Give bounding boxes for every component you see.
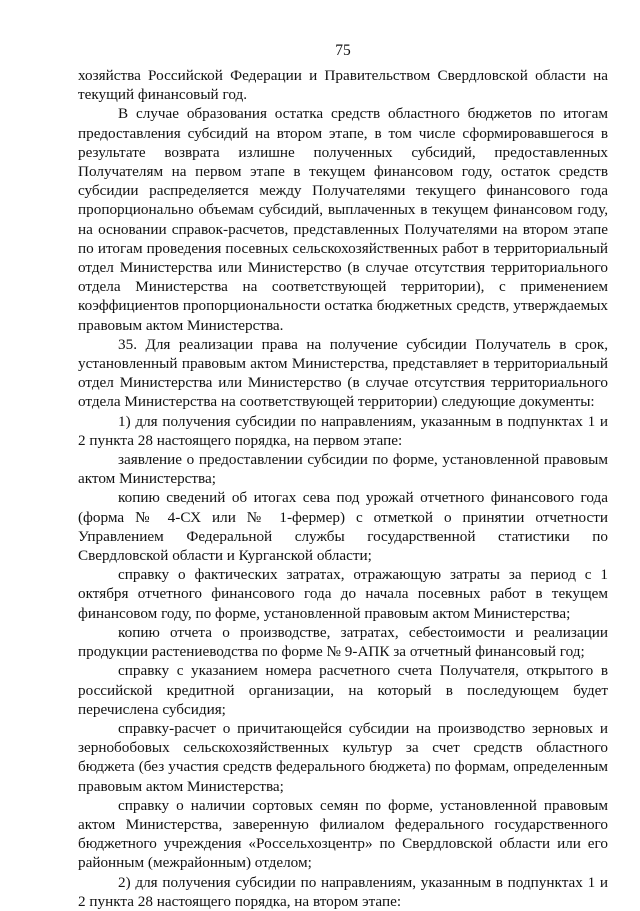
paragraph-item-35: 35. Для реализации права на получение субсидии Получатель в срок, установленный правовым актом Министерства, представляет в территориальный отдел Министерства или Министерство (в случае отсутствия территориального отдела Министерства на соответствующей территории) следующие документы: [78,335,608,411]
paragraph-seed-certificate: справку о наличии сортовых семян по форме, установленной правовым актом Министерства, заверенную филиалом федерального государственного бюджетного учреждения «Россельхозцентр» по Свердловской области или его районным (межрайонным) отделом; [78,796,608,872]
paragraph-production-report: копию отчета о производстве, затратах, себестоимости и реализации продукции растениеводства по форме № 9-АПК за отчетный финансовый год; [78,623,608,661]
paragraph-subitem-1: 1) для получения субсидии по направлениям, указанным в подпунктах 1 и 2 пункта 28 настоящего порядка, на первом этапе: [78,412,608,449]
paragraph-application: заявление о предоставлении субсидии по форме, установленной правовым актом Министерства; [78,451,608,488]
paragraph-bank-account: справку с указанием номера расчетного счета Получателя, открытого в российской кредитной организации, на который в последующем будет перечислена субсидия; [78,662,608,718]
paragraph-sowing-report: копию сведений об итогах сева под урожай отчетного финансового года (форма № 4-СХ или № 1-фермер) с отметкой о принятии отчетности Управлением Федеральной службы государственной статистики по Свердловской области и Курганской области; [78,489,608,565]
paragraph-continuation: хозяйства Российской Федерации и Правительством Свердловской области на текущий финансовый год. [78,67,608,104]
page-number: 75 [335,42,351,59]
paragraph-actual-costs: справку о фактических затратах, отражающую затраты за период с 1 октября отчетного финансового года до начала посевных работ в текущем финансовом году, по форме, установленной правовым актом Министерства; [78,566,608,622]
paragraph-subsidy-calculation: справку-расчет о причитающейся субсидии на производство зерновых и зернобобовых сельскохозяйственных культур за счет средств областного бюджета (без участия средств федерального бюджета) по формам, определенным правовым актом Министерства; [78,719,608,795]
paragraph-subitem-2: 2) для получения субсидии по направлениям, указанным в подпунктах 1 и 2 пункта 28 настоящего порядка, на втором этапе: [78,873,608,910]
paragraph-residual-funds: В случае образования остатка средств областного бюджетов по итогам предоставления субсидий на втором этапе, в том числе сформировавшегося в результате возврата излишне полученных субсидий, предоставленных Получателям на первом этапе в текущем финансовом году, остаток средств субсидии распределяется между Получателями текущего финансового года пропорционально объемам субсидий, выплаченных в текущем финансовом году, на основании справок-расчетов, представленных Получателями на втором этапе по итогам проведения посевных сельскохозяйственных работ в территориальный отдел Министерства или Министерство (в случае отсутствия территориального отдела Министерства на соответствующей территории), с применением коэффициентов пропорциональности остатка бюджетных средств, утверждаемых правовым актом Министерства. [78,105,608,334]
document-body [78,66,608,911]
